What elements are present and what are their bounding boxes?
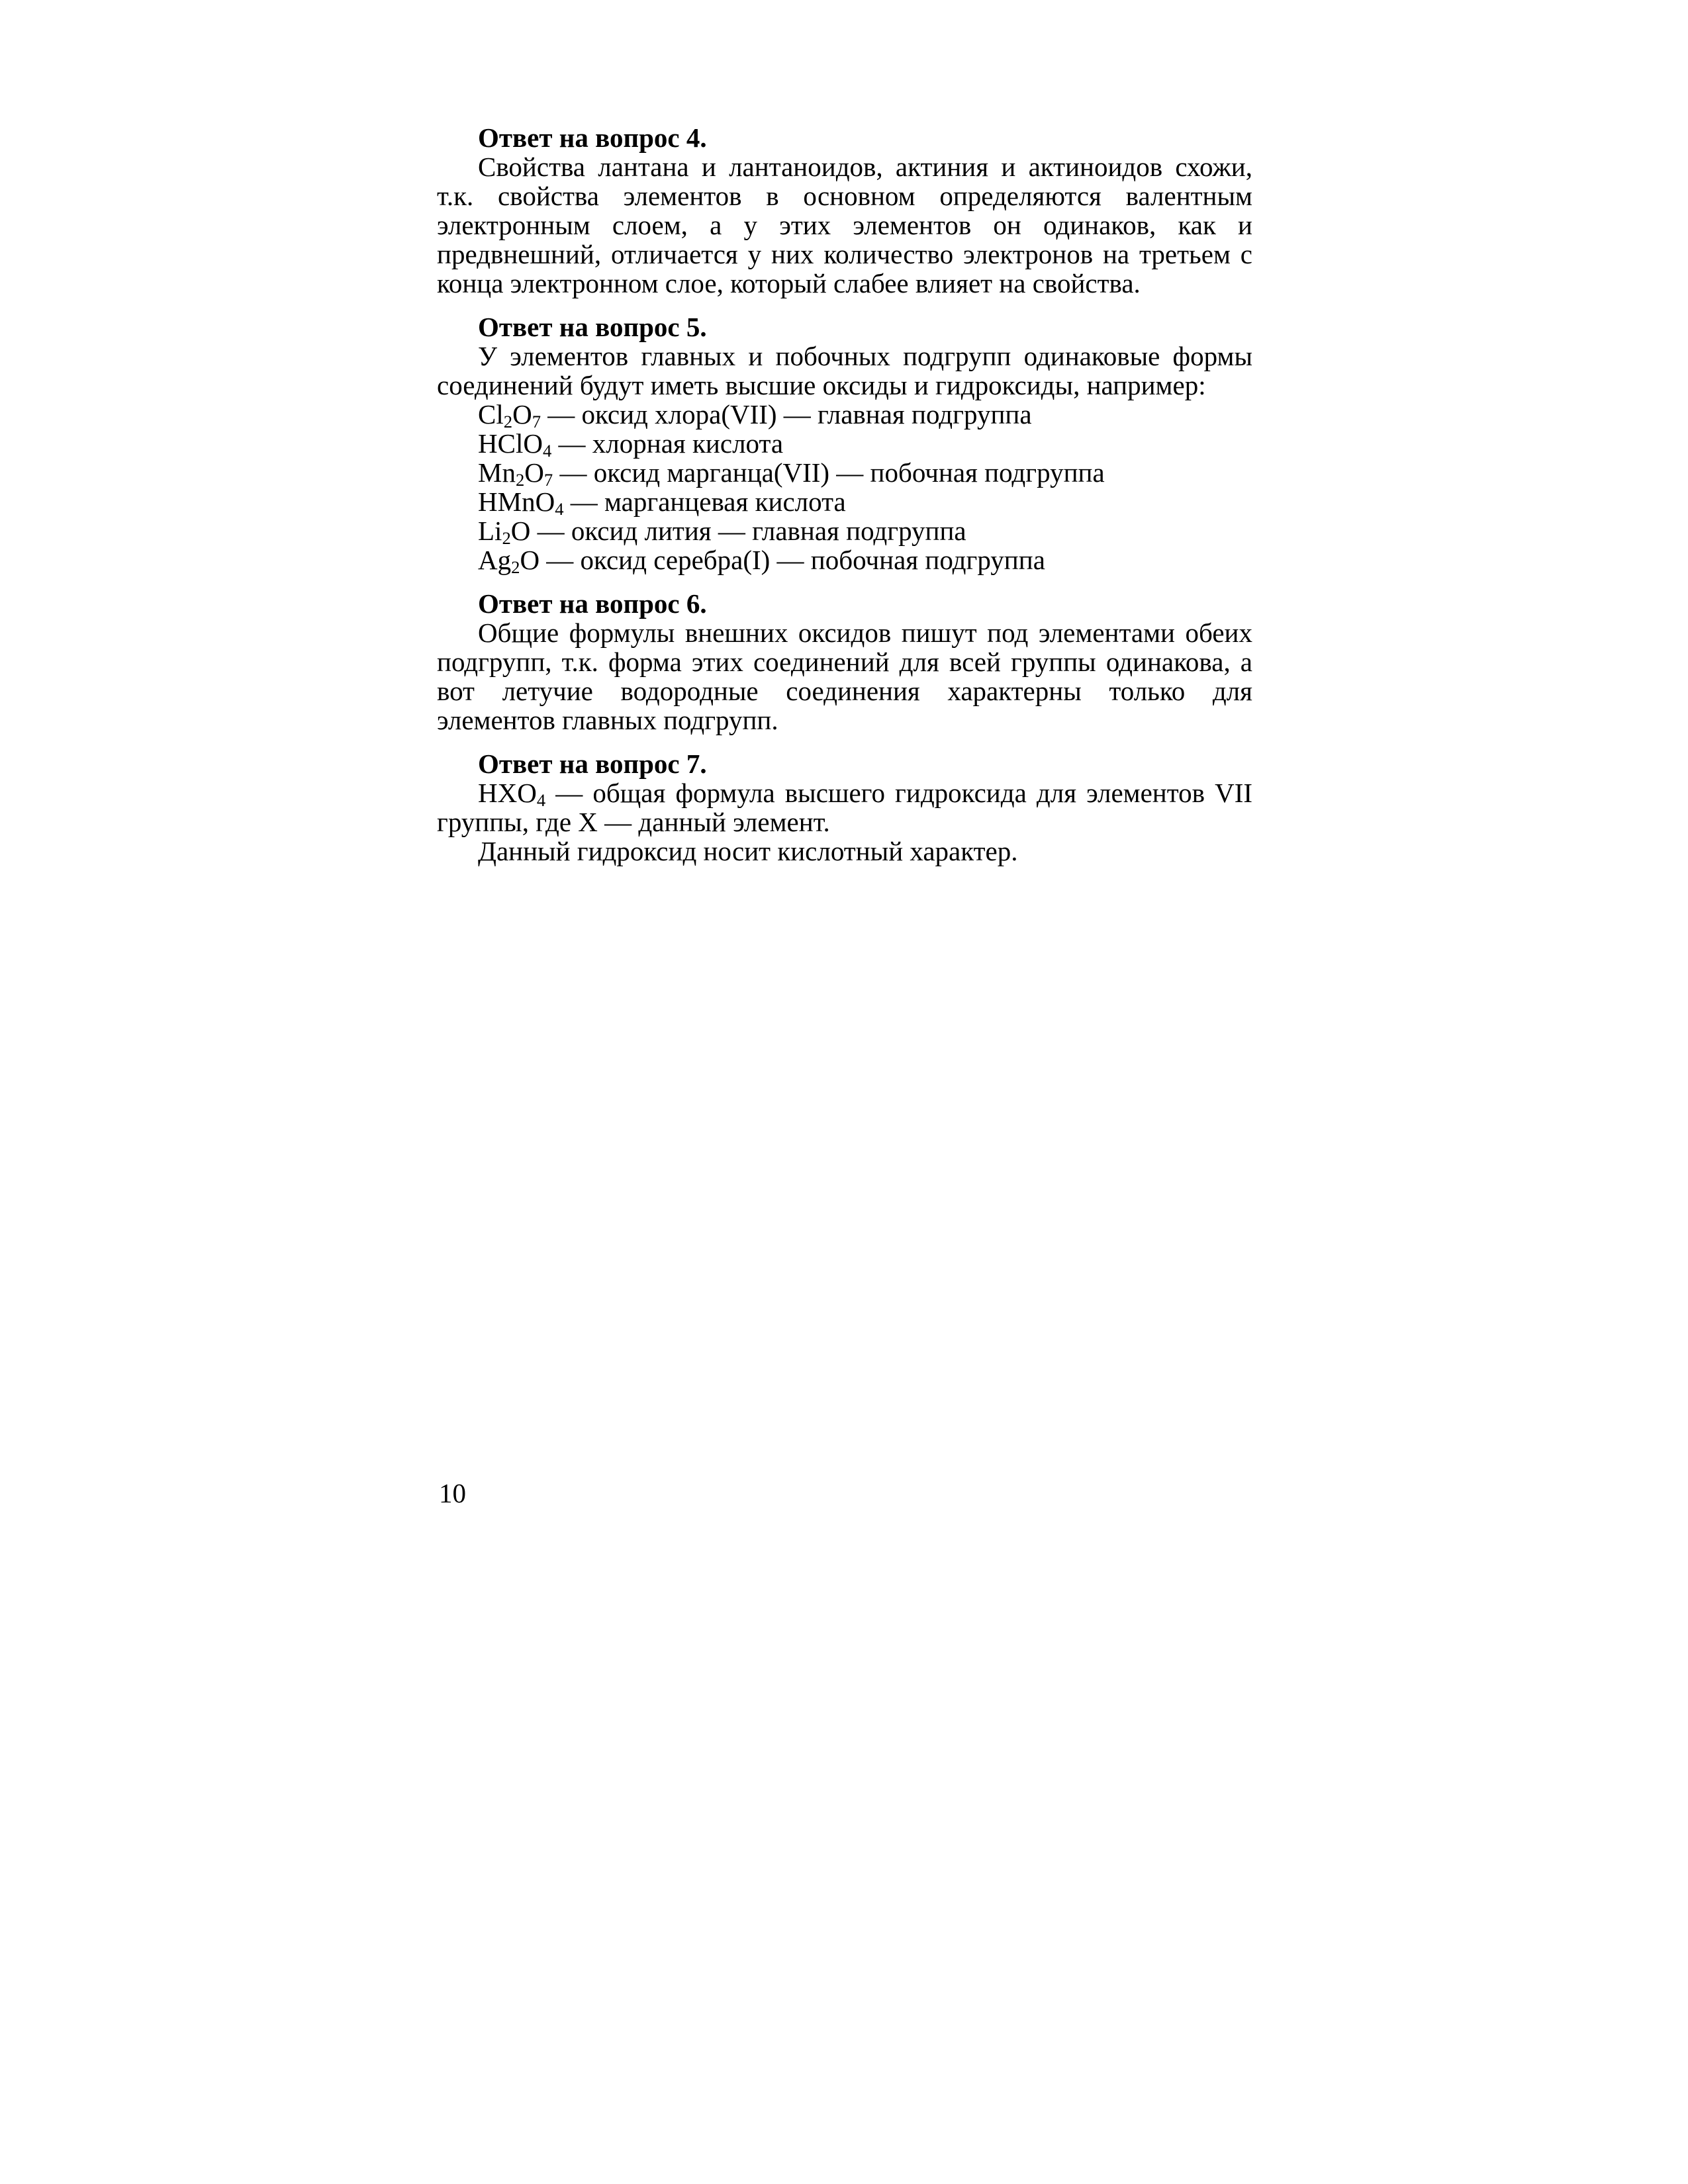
text-block [437,123,1252,866]
section-heading: Ответ на вопрос 5. [478,312,707,342]
answer-section-5 [437,312,1252,577]
answer-paragraph: Общие формулы внешних оксидов пишут под элементами обеих подгрупп, т.к. форма этих соединений для всей группы одинакова, а вот летучие водородные соединения характерны только для элементов главных подгрупп. [437,617,1252,735]
answer-section-6 [437,589,1252,735]
answer-paragraph: Свойства лантана и лантаноидов, актиния и актиноидов схожи, т.к. свойства элементов в основном определяются валентным электронным слоем, а у этих элементов он одинаков, как и предвнешний, отличается у них количество электронов на третьем с конца электронном слое, который слабее влияет на свойства. [437,152,1252,298]
formula-line: $Ag_2O$ — оксид серебра(I) — побочная подгруппа [478,545,1045,577]
answer-paragraph: Данный гидроксид носит кислотный характер. [478,836,1018,866]
answer-section-7 [437,749,1252,866]
answer-paragraph: У элементов главных и побочных подгрупп одинаковые формы соединений будут иметь высшие оксиды и гидроксиды, например: [437,341,1252,400]
answer-paragraph: $HXO_4$ — общая формула высшего гидроксида для элементов VII группы, где X — данный элемент. [437,778,1252,837]
formula-line: HClO$_4$ — хлорная кислота [478,428,784,461]
formula-line: HMnO$_4$ — марганцевая кислота [478,486,846,519]
section-heading: Ответ на вопрос 7. [478,749,707,779]
formula-line: $Mn_2O_7$ — оксид марганца(VII) — побочная подгруппа [478,457,1105,490]
section-heading: Ответ на вопрос 4. [478,122,707,153]
answer-section-4 [437,123,1252,298]
section-heading: Ответ на вопрос 6. [478,588,707,619]
formula-line: $Cl_2O_7$ — оксид хлора(VII) — главная подгруппа [478,399,1032,432]
formula-line: $Li_2O$ — оксид лития — главная подгруппа [478,516,966,548]
page-number: 10 [439,1478,466,1508]
